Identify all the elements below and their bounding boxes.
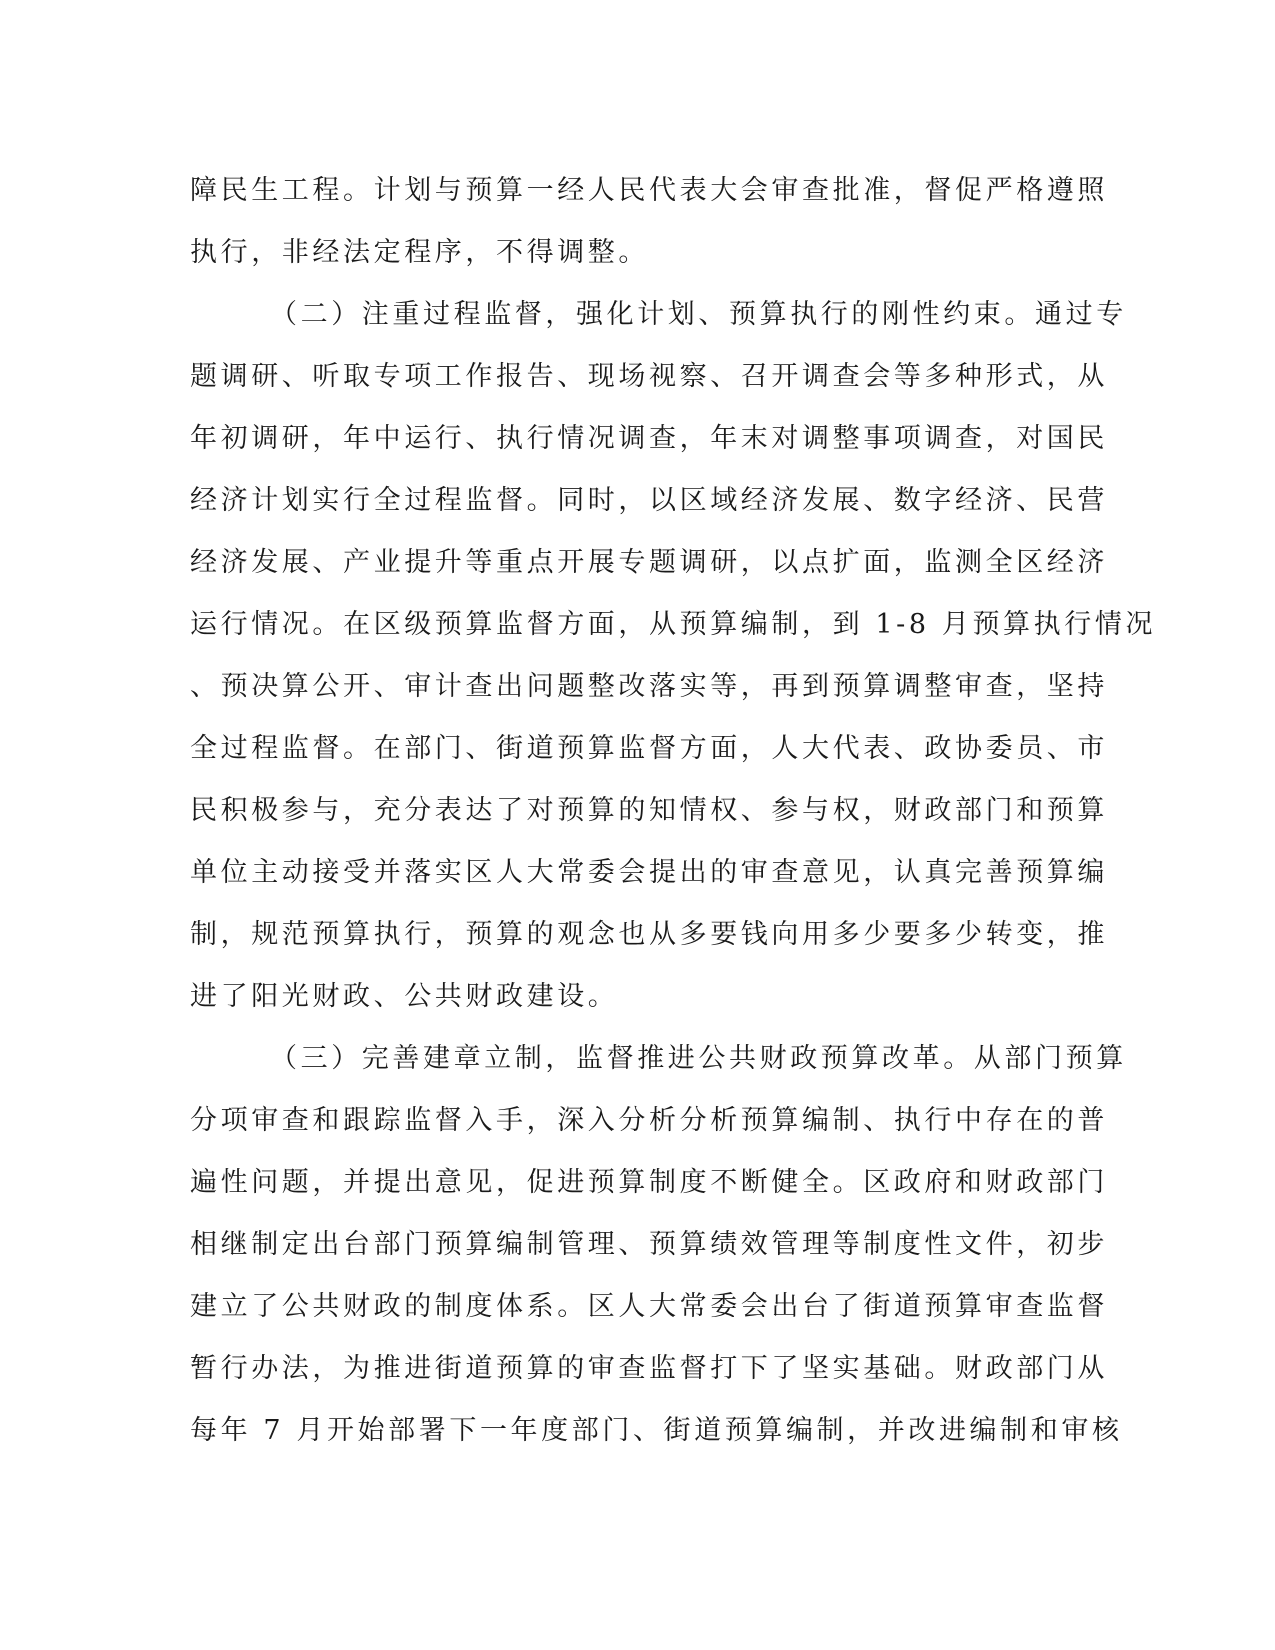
- text-line: 经济计划实行全过程监督。同时，以区域经济发展、数字经济、民营: [190, 485, 1108, 516]
- text-line: 全过程监督。在部门、街道预算监督方面，人大代表、政协委员、市: [190, 733, 1108, 764]
- text-line: 每年 7 月开始部署下一年度部门、街道预算编制，并改进编制和审核: [190, 1415, 1123, 1446]
- text-line: 制，规范预算执行，预算的观念也从多要钱向用多少要多少转变，推: [190, 919, 1108, 950]
- text-line: 分项审查和跟踪监督入手，深入分析分析预算编制、执行中存在的普: [190, 1105, 1108, 1136]
- text-line: 相继制定出台部门预算编制管理、预算绩效管理等制度性文件，初步: [190, 1229, 1108, 1260]
- text-line: 障民生工程。计划与预算一经人民代表大会审查批准，督促严格遵照: [190, 175, 1108, 206]
- paragraph-institution-building: [190, 1028, 1127, 1462]
- text-line: 建立了公共财政的制度体系。区人大常委会出台了街道预算审查监督: [190, 1291, 1108, 1322]
- text-line: 暂行办法，为推进街道预算的审查监督打下了坚实基础。财政部门从: [190, 1353, 1108, 1384]
- text-line: 年初调研，年中运行、执行情况调查，年末对调整事项调查，对国民: [190, 423, 1108, 454]
- paragraph-intro-continuation: [190, 160, 1108, 284]
- text-line: 民积极参与，充分表达了对预算的知情权、参与权，财政部门和预算: [190, 795, 1108, 826]
- text-line: 题调研、听取专项工作报告、现场视察、召开调查会等多种形式，从: [190, 361, 1108, 392]
- text-line: 执行，非经法定程序，不得调整。: [190, 237, 649, 268]
- text-line: 、预决算公开、审计查出问题整改落实等，再到预算调整审查，坚持: [190, 671, 1108, 702]
- text-line: （三）完善建章立制，监督推进公共财政预算改革。从部门预算: [270, 1043, 1127, 1074]
- text-line: 遍性问题，并提出意见，促进预算制度不断健全。区政府和财政部门: [190, 1167, 1108, 1198]
- text-line: 进了阳光财政、公共财政建设。: [190, 981, 619, 1012]
- text-line: 运行情况。在区级预算监督方面，从预算编制，到 1-8 月预算执行情况: [190, 609, 1157, 640]
- paragraph-process-supervision: [190, 284, 1157, 1028]
- text-line: （二）注重过程监督，强化计划、预算执行的刚性约束。通过专: [270, 299, 1127, 330]
- text-line: 经济发展、产业提升等重点开展专题调研，以点扩面，监测全区经济: [190, 547, 1108, 578]
- document-body: [190, 160, 1157, 1462]
- text-line: 单位主动接受并落实区人大常委会提出的审查意见，认真完善预算编: [190, 857, 1108, 888]
